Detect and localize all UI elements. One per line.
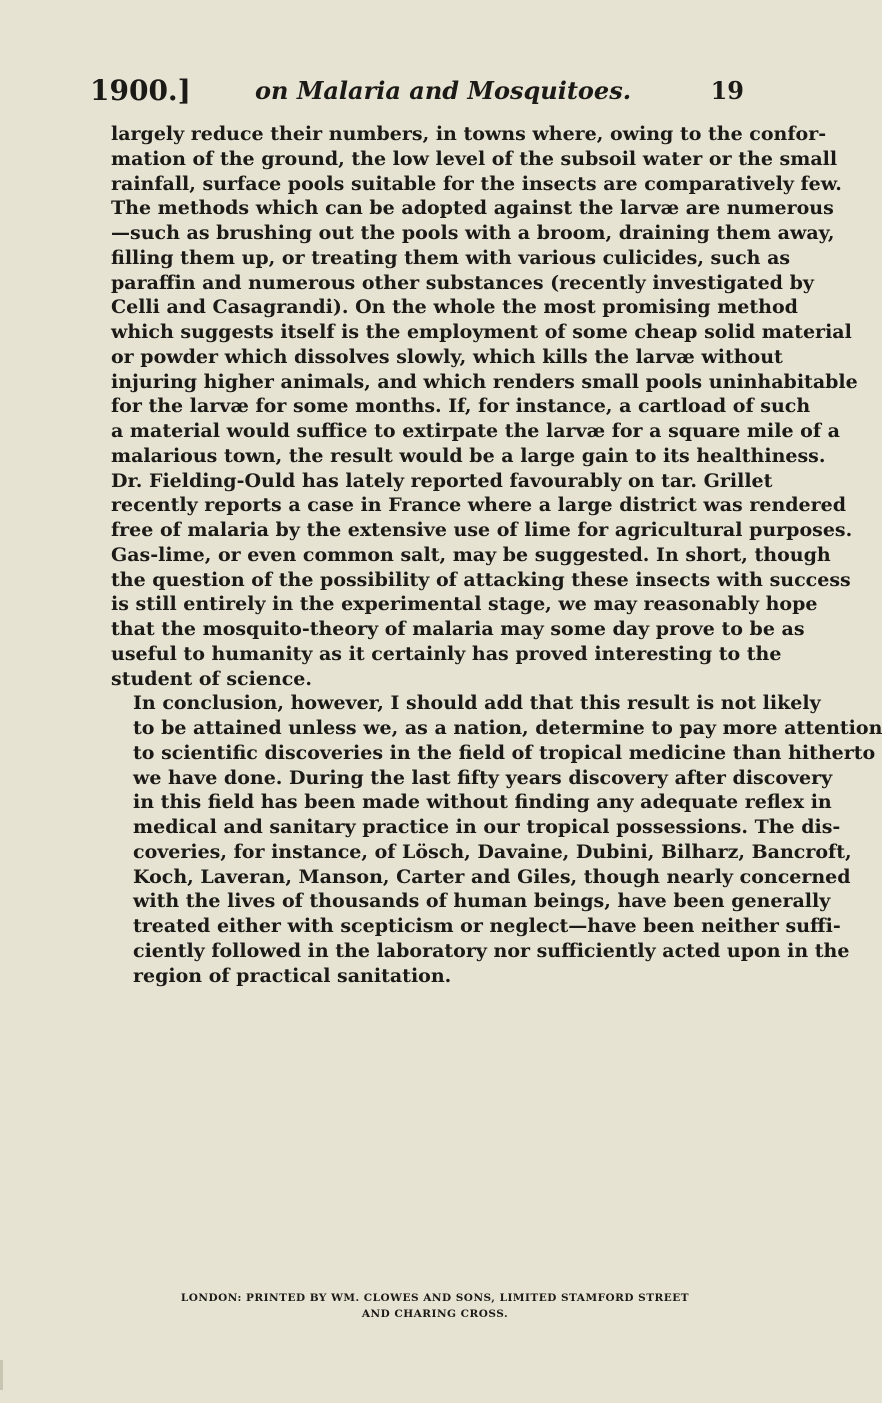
imprint-line-1: LONDON: PRINTED BY WM. CLOWES AND SONS, LIMITED STAMFORD STREET [180,1292,690,1304]
text-line: coveries, for instance, of Lösch, Davaine, Dubini, Bilharz, Bancroft, [133,840,852,863]
text-line: The methods which can be adopted against the larvæ are numerous [111,197,834,220]
printer-imprint [135,1290,735,1322]
text-line: injuring higher animals, and which renders small pools uninhabitable [111,370,858,393]
body-text [111,122,882,988]
page-number: 19 [710,76,744,105]
text-line: or powder which dissolves slowly, which kills the larvæ without [111,345,783,368]
text-line: medical and sanitary practice in our tropical possessions. The dis- [133,816,841,838]
text-line: recently reports a case in France where a large district was rendered [111,494,847,517]
running-title: on Malaria and Mosquitoes. [255,76,632,105]
text-line: for the larvæ for some months. If, for instance, a cartload of such [111,395,811,418]
text-line: mation of the ground, the low level of the subsoil water or the small [111,147,838,170]
text-line: useful to humanity as it certainly has proved interesting to the [111,642,782,665]
paragraph [111,691,882,988]
text-line: the question of the possibility of attacking these insects with success [111,568,851,591]
text-line: malarious town, the result would be a large gain to its healthiness. [111,444,826,467]
imprint-line-2: AND CHARING CROSS. [361,1308,509,1320]
text-line: Dr. Fielding-Ould has lately reported favourably on tar. Grillet [111,469,773,492]
text-line: which suggests itself is the employment of some cheap solid material [111,321,852,343]
text-line: free of malaria by the extensive use of lime for agricultural purposes. [111,519,853,541]
text-line: Koch, Laveran, Manson, Carter and Giles, though nearly concerned [133,865,851,888]
text-line: is still entirely in the experimental stage, we may reasonably hope [111,593,818,616]
text-line: Gas-lime, or even common salt, may be suggested. In short, though [111,543,831,566]
page-header [90,74,780,118]
text-line: In conclusion, however, I should add that this result is not likely [133,692,821,715]
text-line: largely reduce their numbers, in towns where, owing to the confor- [111,123,827,145]
text-line: to scientific discoveries in the field of tropical medicine than hitherto [133,741,876,764]
text-line: region of practical sanitation. [133,964,452,987]
text-line: to be attained unless we, as a nation, determine to pay more attention [133,717,882,739]
text-line: student of science. [111,667,312,690]
text-line: Celli and Casagrandi). On the whole the most promising method [111,296,798,319]
header-year: 1900.] [90,74,191,107]
text-line: —such as brushing out the pools with a broom, draining them away, [111,222,835,244]
text-line: a material would suffice to extirpate the larvæ for a square mile of a [111,420,840,442]
text-line: with the lives of thousands of human beings, have been generally [133,890,831,913]
text-line: rainfall, surface pools suitable for the insects are comparatively few. [111,172,842,195]
text-line: ciently followed in the laboratory nor sufficiently acted upon in the [133,939,850,962]
paragraph [111,122,858,691]
page-edge-mark [0,1360,3,1390]
text-line: treated either with scepticism or neglect—have been neither suffi- [133,915,841,937]
text-line: we have done. During the last fifty years discovery after discovery [133,766,833,789]
text-line: paraffin and numerous other substances (recently investigated by [111,271,814,294]
text-line: in this field has been made without finding any adequate reflex in [133,791,832,814]
text-line: filling them up, or treating them with various culicides, such as [111,246,791,269]
text-line: that the mosquito-theory of malaria may some day prove to be as [111,618,805,640]
